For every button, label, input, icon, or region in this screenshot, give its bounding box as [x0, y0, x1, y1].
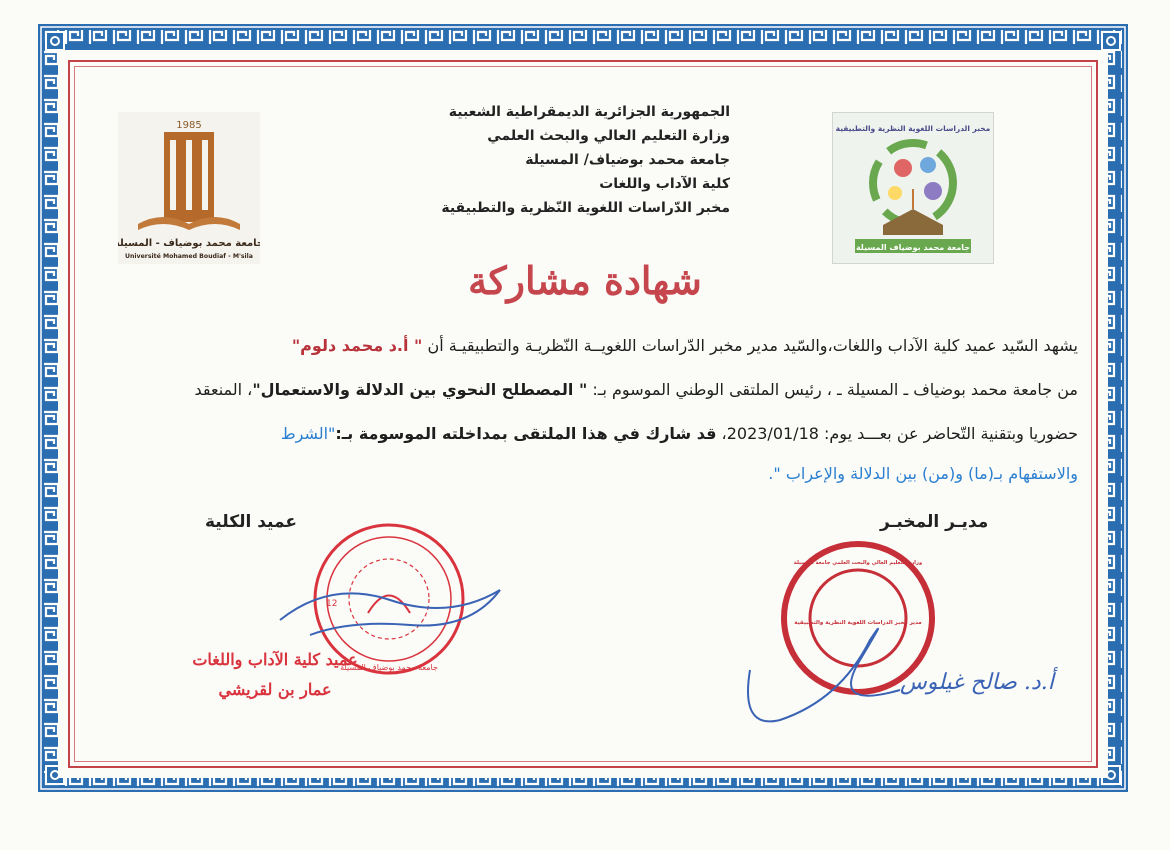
header-faculty: كلية الآداب واللغات — [599, 176, 730, 192]
body-line2-text: من جامعة محمد بوضياف ـ المسيلة ـ ، رئيس الملتقى الوطني الموسوم بـ: — [587, 380, 1078, 399]
logo-year: 1985 — [176, 120, 202, 131]
body-line-4 — [768, 464, 1078, 483]
director-name-signature: أ.د. صالح غيلوس — [900, 670, 1054, 695]
director-signature-scribble — [720, 600, 920, 740]
header-university: جامعة محمد بوضياف/ المسيلة — [525, 152, 730, 168]
lab-logo — [832, 112, 994, 264]
dean-seal-number: 12 — [326, 599, 338, 609]
dean-seal-text: جامعة محمد بوضياف المسيلة — [340, 663, 438, 672]
body-line-3 — [281, 424, 1078, 443]
body-line1-text: يشهد السّيد عميد كلية الآداب واللغات،والسّيد مدير مخبر الدّراسات اللغويــة النّظريـة والتطبيقيـة أن — [422, 336, 1078, 355]
director-seal-text: مدير مخبر الدراسات اللغوية النظرية والتطبيقية — [794, 620, 922, 626]
paper-title-end: والاستفهام بـ(ما) و(من) بين الدلالة والإعراب ". — [768, 464, 1078, 483]
header-block — [380, 100, 730, 220]
lab-logo-icon — [833, 113, 993, 263]
body-line-1 — [292, 336, 1078, 355]
university-logo — [118, 112, 260, 264]
dean-stamp-title: عميد كلية الآداب واللغات — [192, 650, 358, 669]
lab-logo-arc-text: مخبر الدراسات اللغوية النظرية والتطبيقية — [835, 124, 991, 133]
body-line3-date: حضوريا وبتقنية التّحاضر عن بعـــد يوم: 2023/01/18، — [716, 424, 1078, 443]
certificate-title: شهادة مشاركة — [468, 258, 702, 303]
lab-logo-banner: جامعة محمد بوضياف المسيلة — [855, 243, 971, 252]
dean-stamp — [185, 645, 365, 705]
body-line2-tail: ، المنعقد — [194, 380, 253, 399]
conference-theme: " المصطلح النحوي بين الدلالة والاستعمال" — [252, 380, 588, 399]
participant-name: " أ.د محمد دلوم" — [291, 336, 423, 355]
dean-stamp-name: عمار بن لقريشي — [218, 680, 332, 699]
dean-signature-scribble — [270, 570, 520, 650]
logo-name-ar: جامعة محمد بوضياف - المسيلة — [118, 238, 260, 249]
dean-label: عميد الكلية — [205, 512, 297, 532]
logo-name-fr: Université Mohamed Boudiaf - M'sila — [125, 253, 253, 260]
director-seal-ring: وزارة التعليم العالي والبحث العلمي جامعة المسيلة — [793, 560, 923, 566]
director-label: مديـر المخبـر — [880, 512, 989, 532]
header-lab: مخبر الدّراسات اللغوية النّظرية والتطبيقية — [441, 200, 730, 216]
header-ministry: وزارة التعليم العالي والبحث العلمي — [487, 128, 730, 144]
body-line-2 — [194, 380, 1078, 399]
body-line3-participation: قد شارك في هذا الملتقى بمداخلته الموسومة بـ: — [335, 424, 717, 443]
university-tower-icon — [118, 112, 260, 264]
paper-title-start: "الشرط — [280, 424, 336, 443]
header-republic: الجمهورية الجزائرية الديمقراطية الشعبية — [448, 104, 730, 120]
